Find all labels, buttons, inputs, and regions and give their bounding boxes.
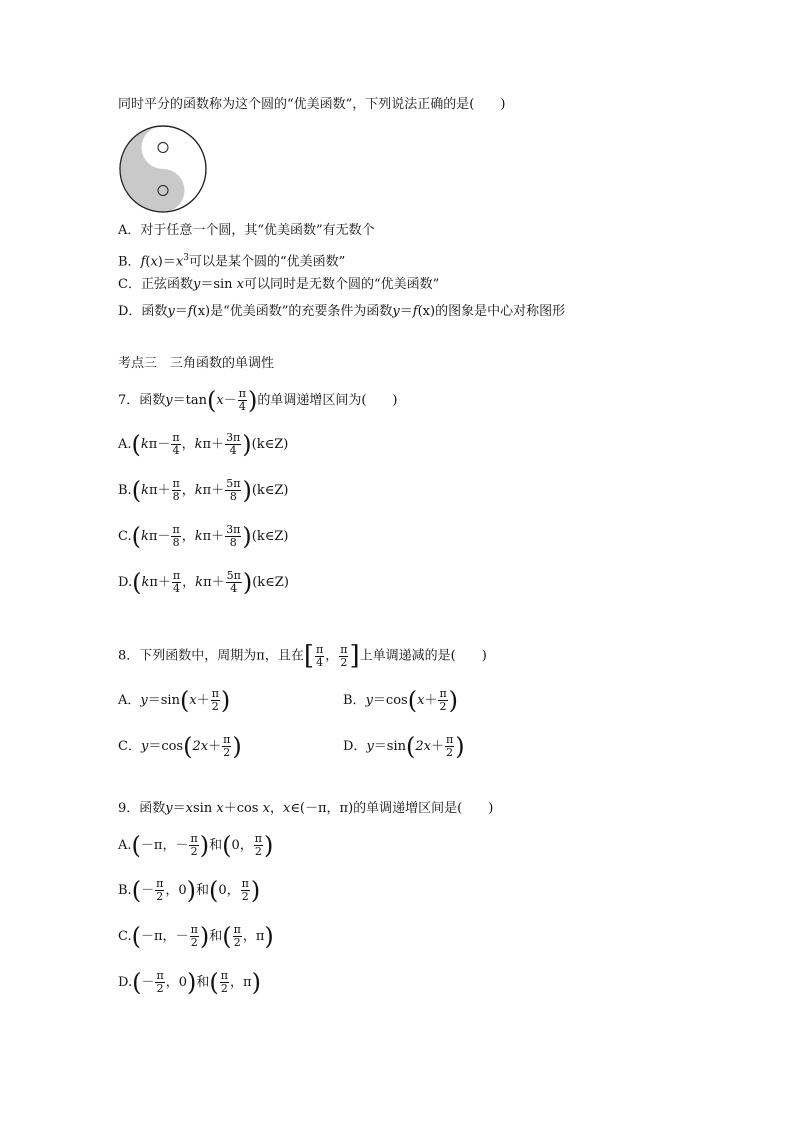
q6-option-a[interactable]: A．对于任意一个圆，其“优美函数”有无数个 — [118, 223, 375, 238]
q9-option-a[interactable]: A.(－π，－ $\frac{\pi}{2}$ )和(0， $\frac{\pi}{2}$ ) — [118, 831, 274, 860]
taiji-upper-dot — [158, 143, 168, 153]
q7-option-d[interactable]: D.(kπ＋ $\frac{\pi}{4}$ ，kπ＋ $\frac{5\pi}{4}$ )(k∈Z) — [118, 568, 289, 597]
q6-option-b[interactable]: B．$f(x)=x^3$可以是某个圆的“优美函数” — [118, 253, 346, 270]
taiji-figure — [118, 124, 208, 214]
question-7-stem: 7．函数y＝tan(x－ $\frac{\pi}{4}$ )的单调递增区间为( ) — [118, 386, 398, 415]
q9-option-d[interactable]: D.(－ $\frac{\pi}{2}$ ，0)和( $\frac{\pi}{2}$ ，π) — [118, 968, 261, 997]
q6-option-d[interactable]: D．函数y＝f(x)是“优美函数”的充要条件为函数y＝f(x)的图象是中心对称图形 — [118, 304, 566, 319]
q9-option-c[interactable]: C.(－π，－ $\frac{\pi}{2}$ )和( $\frac{\pi}{2}$ ，π) — [118, 922, 274, 951]
q8-option-b[interactable]: B．y＝cos(x＋ $\frac{\pi}{2}$ ) — [343, 686, 459, 715]
q7-option-c[interactable]: C.(kπ－ $\frac{\pi}{8}$ ，kπ＋ $\frac{3\pi}{8}$ )(k∈Z) — [118, 522, 289, 551]
question-9-stem: 9．函数y＝xsin x＋cos x，x∈(－π，π)的单调递增区间是( ) — [118, 801, 494, 816]
q8-option-d[interactable]: D．y＝sin(2x＋ $\frac{\pi}{2}$ ) — [343, 732, 465, 761]
q7-option-b[interactable]: B.(kπ＋ $\frac{\pi}{8}$ ，kπ＋ $\frac{5\pi}{8}$ )(k∈Z) — [118, 476, 289, 505]
question-8-stem: 8．下列函数中，周期为π，且在[ $\frac{\pi}{4}$ ， $\frac{\pi}{2}$ ]上单调递减的是( ) — [118, 641, 487, 671]
taiji-lower-dot — [158, 186, 168, 196]
q7-option-a[interactable]: A.(kπ－ $\frac{\pi}{4}$ ，kπ＋ $\frac{3\pi}{4}$ )(k∈Z) — [118, 430, 289, 459]
q6-option-c[interactable]: C．正弦函数y＝sin x可以同时是无数个圆的“优美函数” — [118, 277, 440, 292]
section-heading: 考点三 三角函数的单调性 — [118, 356, 275, 371]
q9-option-b[interactable]: B.(－ $\frac{\pi}{2}$ ，0)和(0， $\frac{\pi}{2}$ ) — [118, 876, 261, 905]
question-6-stem: 同时平分的函数称为这个圆的“优美函数”，下列说法正确的是( ) — [118, 97, 506, 112]
q8-option-a[interactable]: A．y＝sin(x＋ $\frac{\pi}{2}$ ) — [118, 686, 231, 715]
q8-option-c[interactable]: C．y＝cos(2x＋ $\frac{\pi}{2}$ ) — [118, 732, 242, 761]
